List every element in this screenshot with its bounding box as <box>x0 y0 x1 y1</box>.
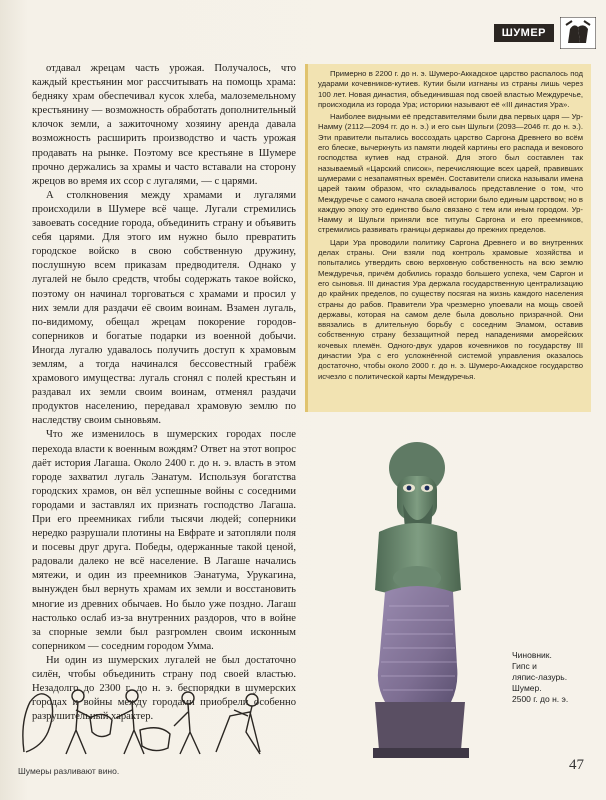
caption-line: Гипс и <box>512 661 537 671</box>
page-number: 47 <box>569 757 584 773</box>
paragraph: отдавал жрецам часть урожая. Получалось, что каждый крестьянин мог рассчитывать на помощь храма: беднякy храм обеспечивал кусок хлеба, малоземельному крестьянину — возможность обработать дополнительный клочок земли, а зажиточному хозяину аренда давала возможность расширить производство и часть урожая продавать на рынке. Поэтому все крестьяне в Шумере прочно держались за храмы и часто вставали на сторону жрецов во время их ссор с лугалями, — с царями. <box>32 63 296 187</box>
section-label: ШУМЕР <box>494 24 554 42</box>
paragraph: А столкновения между храмами и лугалями происходили в Шумере всё чаще. Лугали стремились завоевать соседние города, объединить страну и объявить себя царями. Для этого им нужно было превратить городское войско в свою собственную дружину, послушную всем приказам предводителя. Однако у лугалей не было средств, чтобы содержать такое войско, поэтому он начинал торговаться с храмами и просил у них земли для раздачи её своим воинам. Взамен лугаль, по-видимому, обещал жрецам покорение городов-соперников и богатые подарки из военной добычи. Иногда лугалю удавалось получить доступ к храмовым землям, а тогда начинался бессовестный грабёж храмового имущества: лугаль сгонял с полей крестьян и раздавал их земли своим воинам, отменял раздачи продуктов населению, передавал храмовую землю по наследству своим сыновьям. <box>32 189 296 427</box>
sidebar-paragraph: Наиболее видными её представителями были два первых царя — Ур-Намму (2112—2094 гг. до н. э.) и его сын Шульги (2093—2046 гг. до н. э.). Эти правители пытались воссоздать царство Саргона Древнего во всём его блеске, вычеркнуть из памяти людей картины его распада и векового господства кутиев над страной. Для этого был составлен так называемый «Царский список», перечисляющие всех царей, правивших шумерами с незапамятных времён. Составители списка называли имена царей таким образом, что складывалось представление о том, что Междуречье с самого начала своей истории было единым царством; но в каждую эпоху это единство было связано с тем или иным городом. Ур-Намму и Шульги приняли все титулы Саргона и его преемников, стремились развивать границы державы до прежних пределов. <box>318 112 583 235</box>
sidebar-paragraph: Примерно в 2200 г. до н. э. Шумеро-Аккадское царство распалось под ударами кочевников-кутиев. Кутии были изгнаны из страны лишь через 100 лет. Новая династия, объединившая под своей властью Междуречье, происходила из города Ура; историки называют её «III династия Ура». <box>318 69 583 109</box>
scribes-drawing <box>20 682 282 758</box>
main-text-column <box>32 62 296 724</box>
caption-line: ляпис-лазурь. <box>512 672 568 682</box>
statue-caption <box>512 650 602 705</box>
sidebar-paragraph: Цари Ура проводили политику Саргона Древнего и во внутренних делах страны. Они взяли под контроль храмовые хозяйства и попытались утвердить свою верховную собственность на всю землю Междуречья, причём добились гораздо большего успеха, чем Саргон и его сыновья. III династия Ура держала государственную централизацию до крайних пределов, по существу посягая на жизнь каждого населения страны до рабов. Правители Ура чрезмерно упоевали на мощь своей державы, которая на самом деле была довольно призрачной. Они ввязались в длительную борьбу с соседним Эламом, оставив собственную страну беззащитной перед нападениями аморейских кочевых племён. Одного-двух ударов кочевников по государству III династии Ура с его усложнённой системой управления оказалось достаточно, чтобы около 2000 г. до н. э. Шумеро-Аккадское государство исчезло с политической карты Междуречья. <box>318 237 583 381</box>
statue-illustration <box>345 440 495 762</box>
paragraph: Что же изменилось в шумерских городах после перехода власти к военным вождям? Ответ на этот вопрос даёт история Лагаша. Около 2400 г. до н. э. власть в этом городе захватил лугаль Эанатум. Используя богатства городских храмов, он вёл успешные войны с соседними городами и заставлял их признать господство Лагаша. При его преемниках гибли тысячи людей; соперники нередко разрушали плотины на Евфрате и затопляли поля и посевы друг друга. Победы, одержанные такой ценой, радовали далеко не всё население. В Лагаше начались мятежи, и один из преемников Эанатума, Урукагина, вынужден был вернуть храмам их земли и восстановить многие из древних обычаев. Но было уже поздно. Лагаш настолько ослаб из-за внутренних раздоров, что в войне за спорные земли был разгромлен своим исконным соперником — соседним городом Умма. <box>32 429 296 652</box>
scribes-caption: Шумеры разливают вино. <box>18 766 120 776</box>
paragraph: Ни один из шумерских лугалей не был достаточно силён, чтобы объединить страну под своей властью. Незадолго до 2300 г. до н. э. беспорядки в шумерских городах и войны между городами приобрели особенно разрушительный характер. <box>32 654 296 723</box>
sumerian-emblem-icon <box>560 17 596 49</box>
caption-line: Шумер. <box>512 683 542 693</box>
caption-line: Чиновник. <box>512 650 552 660</box>
caption-line: 2500 г. до н. э. <box>512 694 569 704</box>
sidebar-box <box>305 64 591 412</box>
section-header <box>494 16 596 50</box>
